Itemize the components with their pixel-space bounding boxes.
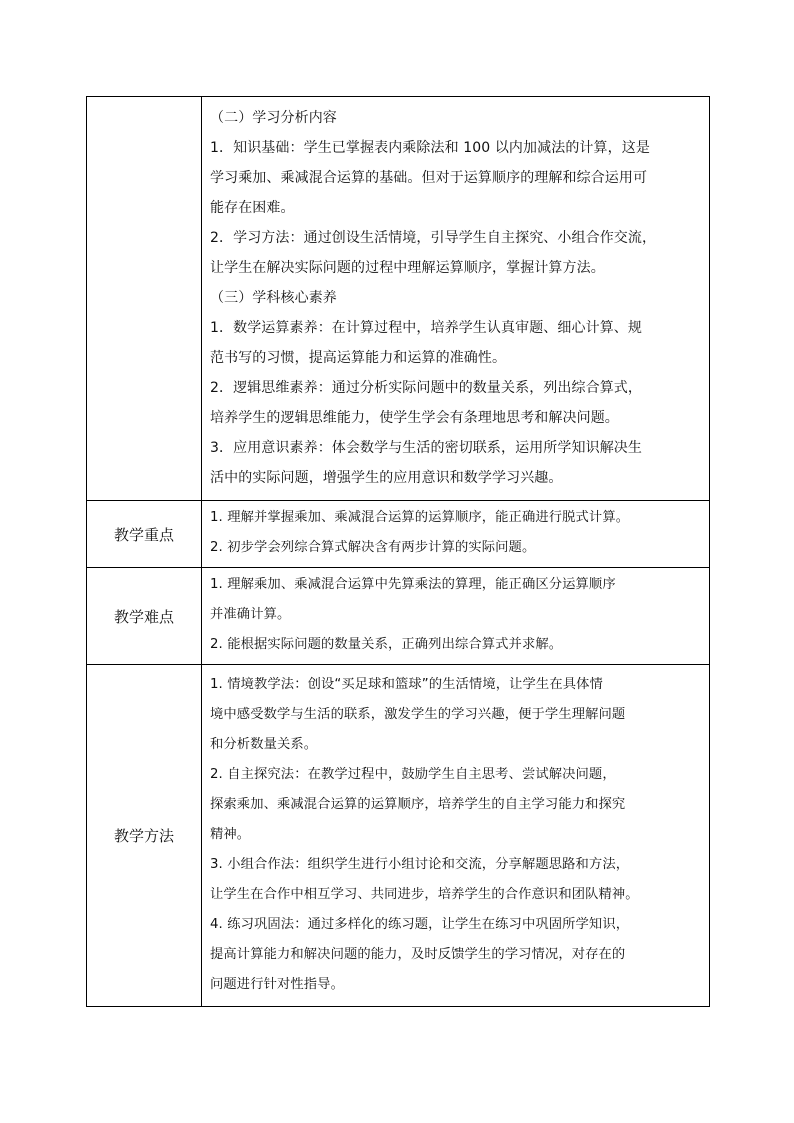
table-row-difficulties bbox=[87, 568, 710, 665]
row-label: 教学难点 bbox=[87, 568, 202, 665]
content-line: 1. 理解并掌握乘加、乘减混合运算的运算顺序，能正确进行脱式计算。 bbox=[210, 510, 630, 525]
content-line: 2. 能根据实际问题的数量关系，正确列出综合算式并求解。 bbox=[210, 637, 563, 652]
content-line: 1. 情境教学法：创设“买足球和篮球”的生活情境，让学生在具体情 bbox=[210, 676, 603, 692]
content-line: 3. 小组合作法：组织学生进行小组讨论和交流，分享解题思路和方法， bbox=[210, 856, 630, 872]
lesson-plan-table bbox=[86, 96, 710, 1007]
content-line: 精神。 bbox=[210, 826, 251, 842]
row-content bbox=[202, 501, 710, 568]
content-line: 境中感受数学与生活的联系，激发学生的学习兴趣，便于学生理解问题 bbox=[210, 706, 626, 722]
content-line: 培养学生的逻辑思维能力，使学生学会有条理地思考和解决问题。 bbox=[210, 409, 619, 426]
content-line: 2．逻辑思维素养：通过分析实际问题中的数量关系，列出综合算式， bbox=[210, 379, 643, 396]
content-line: 和分析数量关系。 bbox=[210, 736, 318, 752]
content-line: 2. 初步学会列综合算式解决含有两步计算的实际问题。 bbox=[210, 540, 536, 555]
content-line: 探索乘加、乘减混合运算的运算顺序，培养学生的自主学习能力和探究 bbox=[210, 796, 626, 812]
content-line: 提高计算能力和解决问题的能力，及时反馈学生的学习情况，对存在的 bbox=[210, 946, 626, 962]
section-heading: （三）学科核心素养 bbox=[210, 289, 337, 306]
section-heading: （二）学习分析内容 bbox=[210, 109, 337, 126]
row-content bbox=[202, 568, 710, 665]
table-row-methods bbox=[87, 665, 710, 1007]
content-line: 让学生在合作中相互学习、共同进步，培养学生的合作意识和团队精神。 bbox=[210, 886, 639, 902]
row-content bbox=[202, 97, 710, 501]
content-line: 让学生在解决实际问题的过程中理解运算顺序，掌握计算方法。 bbox=[210, 259, 605, 276]
content-line: 4. 练习巩固法：通过多样化的练习题，让学生在练习中巩固所学知识， bbox=[210, 916, 630, 932]
content-line: 1．知识基础：学生已掌握表内乘除法和 100 以内加减法的计算，这是 bbox=[210, 139, 650, 156]
content-line: 1．数学运算素养：在计算过程中，培养学生认真审题、细心计算、规 bbox=[210, 319, 643, 336]
content-line: 学习乘加、乘减混合运算的基础。但对于运算顺序的理解和综合运用可 bbox=[210, 169, 648, 186]
content-line: 问题进行针对性指导。 bbox=[210, 976, 344, 992]
content-line: 能存在困难。 bbox=[210, 199, 295, 216]
table-row-analysis bbox=[87, 97, 710, 501]
row-label: 教学方法 bbox=[87, 665, 202, 1007]
row-label: 教学重点 bbox=[87, 501, 202, 568]
row-label bbox=[87, 97, 202, 501]
content-line: 范书写的习惯，提高运算能力和运算的准确性。 bbox=[210, 349, 507, 366]
content-line: 活中的实际问题，增强学生的应用意识和数学学习兴趣。 bbox=[210, 469, 563, 486]
table-row-key-points bbox=[87, 501, 710, 568]
row-content bbox=[202, 665, 710, 1007]
content-line: 并准确计算。 bbox=[210, 607, 291, 622]
content-line: 2．学习方法：通过创设生活情境，引导学生自主探究、小组合作交流， bbox=[210, 229, 657, 246]
content-line: 1. 理解乘加、乘减混合运算中先算乘法的算理，能正确区分运算顺序 bbox=[210, 577, 616, 592]
content-line: 2. 自主探究法：在教学过程中，鼓励学生自主思考、尝试解决问题， bbox=[210, 766, 616, 782]
content-line: 3．应用意识素养：体会数学与生活的密切联系，运用所学知识解决生 bbox=[210, 439, 643, 456]
